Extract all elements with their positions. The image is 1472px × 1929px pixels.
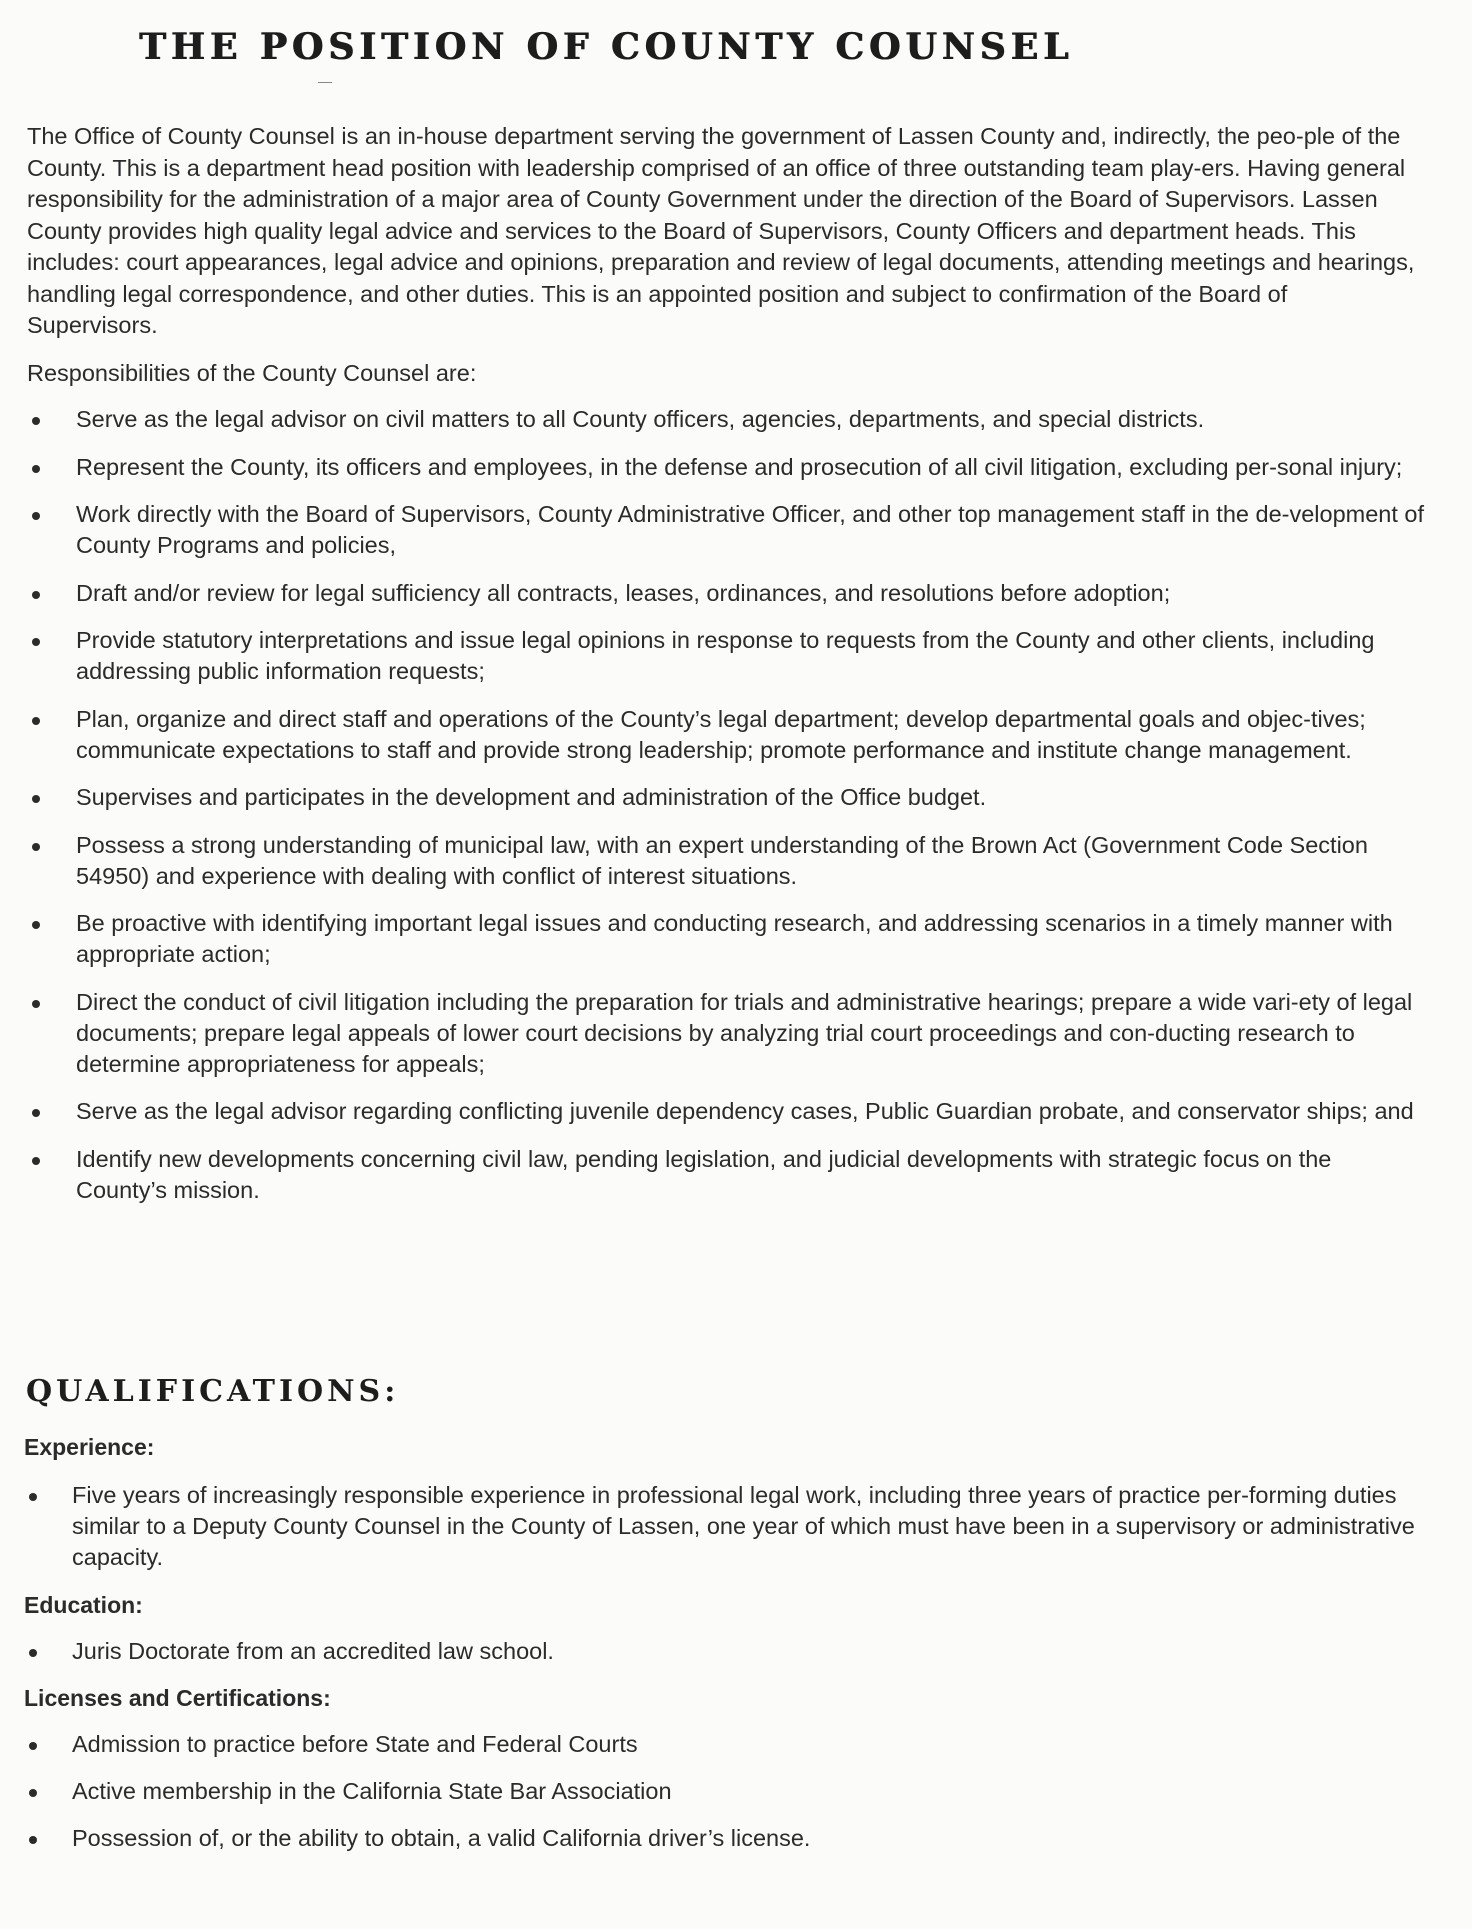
- list-item-text: Represent the County, its officers and employees, in the defense and prosecution of all civil litigation, excluding per-sonal injury;: [76, 453, 1403, 480]
- bullet-icon: [32, 843, 40, 851]
- bullet-icon: [29, 1789, 37, 1797]
- page-title: [0, 26, 1472, 68]
- list-item-text: Supervises and participates in the development and administration of the Office budget.: [76, 784, 987, 810]
- licenses-list: [24, 1729, 1424, 1870]
- bullet-icon: [29, 1742, 37, 1750]
- list-item-text: Be proactive with identifying important legal issues and conducting research, and addressing scenarios in a timely manner with appropriate action;: [76, 910, 1393, 967]
- list-item: [24, 1729, 1424, 1760]
- list-item: [27, 1144, 1427, 1206]
- list-item: [27, 452, 1427, 483]
- divider-mark: [318, 82, 332, 83]
- bullet-icon: [32, 1000, 40, 1008]
- list-item-text: Serve as the legal advisor on civil matters to all County officers, agencies, departments, and special districts.: [76, 406, 1205, 432]
- bullet-icon: [29, 1836, 37, 1844]
- bullet-icon: [32, 921, 40, 929]
- list-item-text: Plan, organize and direct staff and operations of the County’s legal department; develop departmental goals and objec-tives; communicate expectations to staff and provide strong leadership; promote performance and institute change management.: [76, 705, 1366, 763]
- list-item-text: Draft and/or review for legal sufficiency all contracts, leases, ordinances, and resolutions before adoption;: [76, 579, 1171, 606]
- list-item: [27, 578, 1427, 609]
- bullet-icon: [32, 717, 40, 725]
- list-item: [27, 1096, 1427, 1127]
- list-item: [27, 625, 1427, 687]
- education-heading: Education:: [24, 1592, 143, 1618]
- list-item: [27, 782, 1427, 813]
- responsibilities-list: [27, 404, 1427, 1222]
- list-item: [27, 987, 1427, 1080]
- list-item-text: Juris Doctorate from an accredited law school.: [72, 1638, 554, 1664]
- bullet-icon: [32, 591, 40, 599]
- list-item: [27, 908, 1427, 970]
- bullet-icon: [32, 512, 40, 520]
- bullet-icon: [32, 417, 40, 425]
- bullet-icon: [32, 638, 40, 646]
- list-item: [27, 499, 1427, 561]
- list-item: [24, 1823, 1424, 1854]
- list-item-text: Direct the conduct of civil litigation including the preparation for trials and administrative hearings; prepare a wide vari-ety of legal documents; prepare legal appeals of lower court decisions by analyzing trial court proceedings and con-ducting research to determine appropriateness for appeals;: [76, 988, 1413, 1077]
- experience-heading: Experience:: [24, 1434, 155, 1460]
- list-item-text: Five years of increasingly responsible experience in professional legal work, including three years of practice per-forming duties similar to a Deputy County Counsel in the County of Lassen, one year of which must have been in a supervisory or administrative capacity.: [72, 1482, 1415, 1570]
- list-item-text: Work directly with the Board of Supervisors, County Administrative Officer, and other top management staff in the de-velopment of County Programs and policies,: [76, 501, 1425, 558]
- list-item-text: Provide statutory interpretations and issue legal opinions in response to requests from the County and other clients, including addressing public information requests;: [76, 627, 1375, 684]
- list-item: [27, 704, 1427, 766]
- education-list: [24, 1636, 1424, 1683]
- list-item-text: Active membership in the California State Bar Association: [72, 1778, 672, 1804]
- responsibilities-heading: Responsibilities of the County Counsel are:: [27, 360, 477, 386]
- bullet-icon: [32, 465, 40, 473]
- list-item: [24, 1636, 1424, 1667]
- licenses-heading: Licenses and Certifications:: [24, 1685, 331, 1711]
- list-item-text: Possess a strong understanding of municipal law, with an expert understanding of the Brown Act (Government Code Section 54950) and experience with dealing with conflict of interest situations.: [76, 831, 1368, 889]
- list-item: [24, 1480, 1424, 1573]
- page-title-text: THE POSITION OF COUNTY COUNSEL: [138, 26, 1074, 68]
- experience-list: [24, 1480, 1424, 1589]
- list-item: [27, 404, 1427, 435]
- list-item: [27, 830, 1427, 892]
- bullet-icon: [32, 1109, 40, 1117]
- intro-paragraph: The Office of County Counsel is an in-house department serving the government of Lassen County and, indirectly, the peo-ple of the County. This is a department head position with leadership comprised of an office of three outstanding team play-ers. Having general responsibility for the administration of a major area of County Government under the direction of the Board of Supervisors. Lassen County provides high quality legal advice and services to the Board of Supervisors, County Officers and department heads. This includes: court appearances, legal advice and opinions, preparation and review of legal documents, attending meetings and hearings, handling legal correspondence, and other duties. This is an appointed position and subject to confirmation of the Board of Supervisors.: [27, 123, 1415, 338]
- qualifications-heading: QUALIFICATIONS:: [26, 1374, 400, 1409]
- list-item-text: Serve as the legal advisor regarding conflicting juvenile dependency cases, Public Guardian probate, and conservator ships; and: [76, 1098, 1414, 1124]
- list-item-text: Possession of, or the ability to obtain, a valid California driver’s license.: [72, 1825, 811, 1851]
- bullet-icon: [29, 1649, 37, 1657]
- list-item-text: Admission to practice before State and Federal Courts: [72, 1731, 638, 1757]
- list-item: [24, 1776, 1424, 1807]
- list-item-text: Identify new developments concerning civil law, pending legislation, and judicial developments with strategic focus on the County’s mission.: [76, 1145, 1332, 1203]
- bullet-icon: [29, 1493, 37, 1501]
- bullet-icon: [32, 1157, 40, 1165]
- bullet-icon: [32, 795, 40, 803]
